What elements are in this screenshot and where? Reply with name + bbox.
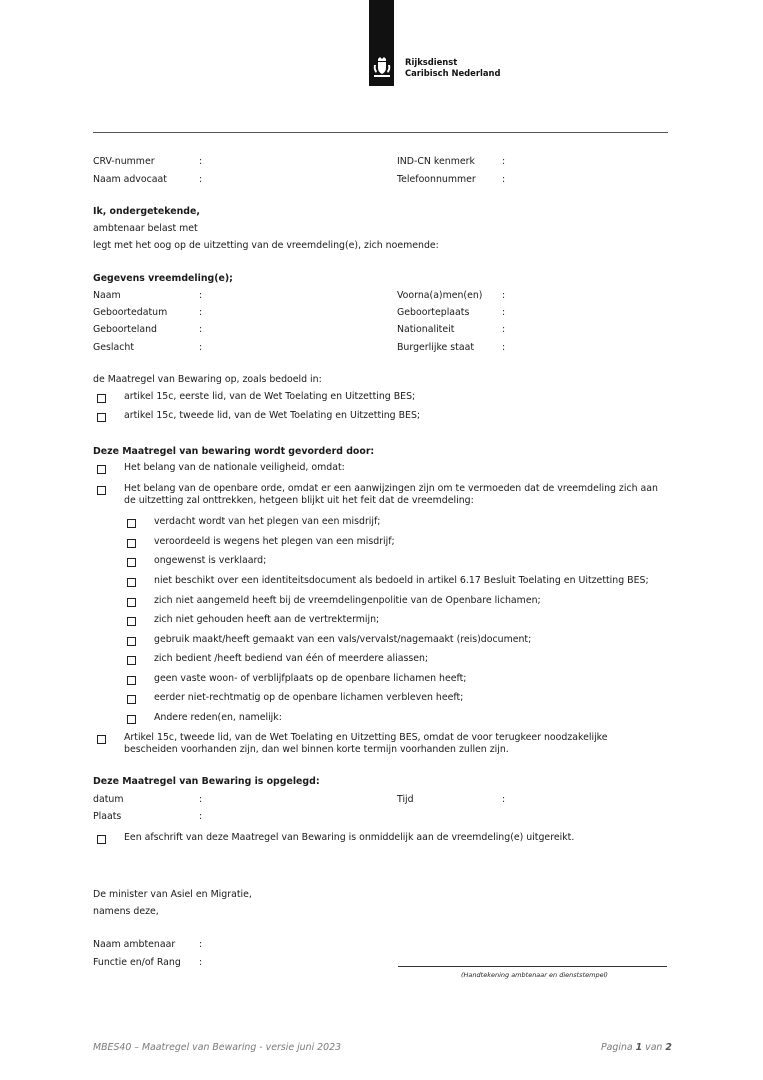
colon: : — [502, 156, 506, 167]
option-public-order: Het belang van de openbare orde, omdat er een aanwijzingen zijn om te vermoeden dat de vreemdeling zich aan de uitzetting zal onttrekken, hetgeen blijkt uit het feit dat de vreemdeling: — [124, 483, 658, 506]
colon: : — [199, 957, 203, 968]
label-geboorteland: Geboorteland — [93, 324, 157, 335]
checkbox-article-15c-lid-1[interactable] — [97, 394, 106, 403]
on-behalf-line: namens deze, — [93, 906, 159, 917]
option-article-15c-lid-1: artikel 15c, eerste lid, van de Wet Toelating en Uitzetting BES; — [124, 391, 416, 402]
label-geboorteplaats: Geboorteplaats — [397, 307, 470, 318]
org-line-2: Caribisch Nederland — [405, 68, 501, 78]
imposed-heading: Deze Maatregel van Bewaring is opgelegd: — [93, 776, 320, 787]
label-naam-ambtenaar: Naam ambtenaar — [93, 939, 176, 950]
colon: : — [199, 342, 203, 353]
colon: : — [199, 307, 203, 318]
colon: : — [502, 794, 506, 805]
colon: : — [199, 290, 203, 301]
colon: : — [199, 811, 203, 822]
checkbox-reason[interactable] — [127, 578, 136, 587]
label-geslacht: Geslacht — [93, 342, 135, 353]
demand-heading: Deze Maatregel van bewaring wordt gevorderd door: — [93, 446, 375, 457]
checkbox-reason[interactable] — [127, 598, 136, 607]
colon: : — [199, 324, 203, 335]
reason-item: ongewenst is verklaard; — [154, 555, 267, 566]
label-functie-rang: Functie en/of Rang — [93, 957, 181, 968]
checkbox-reason[interactable] — [127, 539, 136, 548]
reason-item: gebruik maakt/heeft gemaakt van een vals/vervalst/nagemaakt (reis)document; — [154, 634, 532, 645]
label-nationaliteit: Nationaliteit — [397, 324, 455, 335]
option-article-15c-lid-2: artikel 15c, tweede lid, van de Wet Toelating en Uitzetting BES; — [124, 410, 421, 421]
reason-item-other: Andere reden(en, namelijk: — [154, 712, 282, 723]
page-word: Pagina — [601, 1042, 633, 1053]
option-national-security: Het belang van de nationale veiligheid, omdat: — [124, 462, 345, 473]
label-voornamen: Voorna(a)men(en) — [397, 290, 483, 301]
checkbox-reason[interactable] — [127, 695, 136, 704]
checkbox-public-order[interactable] — [97, 486, 106, 495]
colon: : — [199, 794, 203, 805]
checkbox-reason[interactable] — [127, 676, 136, 685]
checkbox-national-security[interactable] — [97, 465, 106, 474]
colon: : — [199, 939, 203, 950]
reason-item: zich bedient /heeft bediend van één of meerdere aliassen; — [154, 653, 429, 664]
footer-page-number — [601, 1042, 672, 1053]
label-telefoonnummer: Telefoonnummer — [397, 174, 476, 185]
reason-item: niet beschikt over een identiteitsdocument als bedoeld in artikel 6.17 Besluit Toelating en Uitzetting BES; — [154, 575, 649, 586]
minister-line: De minister van Asiel en Migratie, — [93, 889, 252, 900]
copy-note: Een afschrift van deze Maatregel van Bewaring is onmiddelijk aan de vreemdeling(e) uitgereikt. — [124, 832, 575, 843]
option-article-15c-return: Artikel 15c, tweede lid, van de Wet Toelating en Uitzetting BES, omdat de voor terugkeer noodzakelijke bescheiden voorhanden zijn, dan wel binnen korte termijn voorhanden zullen zijn. — [124, 732, 608, 755]
label-geboortedatum: Geboortedatum — [93, 307, 168, 318]
checkbox-reason[interactable] — [127, 558, 136, 567]
reason-item: veroordeeld is wegens het plegen van een misdrijf; — [154, 536, 395, 547]
intro-line-2: legt met het oog op de uitzetting van de vreemdeling(e), zich noemende: — [93, 240, 439, 251]
signature-line — [398, 966, 667, 967]
checkbox-reason[interactable] — [127, 519, 136, 528]
org-line-1: Rijksdienst — [405, 57, 458, 67]
measure-intro: de Maatregel van Bewaring op, zoals bedoeld in: — [93, 374, 322, 385]
footer-document-id: MBES40 – Maatregel van Bewaring - versie juni 2023 — [93, 1042, 342, 1053]
checkbox-copy-handed-over[interactable] — [97, 835, 106, 844]
checkbox-reason-other[interactable] — [127, 715, 136, 724]
colon: : — [502, 174, 506, 185]
colon: : — [502, 342, 506, 353]
colon: : — [199, 174, 203, 185]
reason-item: zich niet aangemeld heeft bij de vreemdelingenpolitie van de Openbare lichamen; — [154, 595, 541, 606]
checkbox-article-15c-return[interactable] — [97, 735, 106, 744]
checkbox-reason[interactable] — [127, 637, 136, 646]
label-ind-cn-kenmerk: IND-CN kenmerk — [397, 156, 475, 167]
checkbox-reason[interactable] — [127, 617, 136, 626]
organisation-name — [405, 57, 500, 79]
label-tijd: Tijd — [397, 794, 414, 805]
checkbox-reason[interactable] — [127, 656, 136, 665]
checkbox-article-15c-lid-2[interactable] — [97, 413, 106, 422]
intro-heading: Ik, ondergetekende, — [93, 206, 200, 217]
intro-line-1: ambtenaar belast met — [93, 223, 198, 234]
colon: : — [502, 290, 506, 301]
colon: : — [502, 324, 506, 335]
label-naam: Naam — [93, 290, 121, 301]
colon: : — [502, 307, 506, 318]
label-burgerlijke-staat: Burgerlijke staat — [397, 342, 475, 353]
reason-item: geen vaste woon- of verblijfplaats op de openbare lichamen heeft; — [154, 673, 467, 684]
reason-item: verdacht wordt van het plegen van een misdrijf; — [154, 516, 381, 527]
label-datum: datum — [93, 794, 124, 805]
personal-heading: Gegevens vreemdeling(e); — [93, 273, 233, 284]
page-total: 2 — [665, 1042, 672, 1053]
reason-item: zich niet gehouden heeft aan de vertrektermijn; — [154, 614, 380, 625]
signature-caption: (Handtekening ambtenaar en dienststempel) — [461, 971, 608, 979]
colon: : — [199, 156, 203, 167]
coat-of-arms-icon — [371, 56, 393, 78]
label-crv-nummer: CRV-nummer — [93, 156, 155, 167]
header-rule — [93, 132, 668, 133]
of-word: van — [645, 1042, 663, 1053]
reason-item: eerder niet-rechtmatig op de openbare lichamen verbleven heeft; — [154, 692, 464, 703]
page-num: 1 — [635, 1042, 643, 1053]
label-plaats: Plaats — [93, 811, 122, 822]
label-naam-advocaat: Naam advocaat — [93, 174, 167, 185]
